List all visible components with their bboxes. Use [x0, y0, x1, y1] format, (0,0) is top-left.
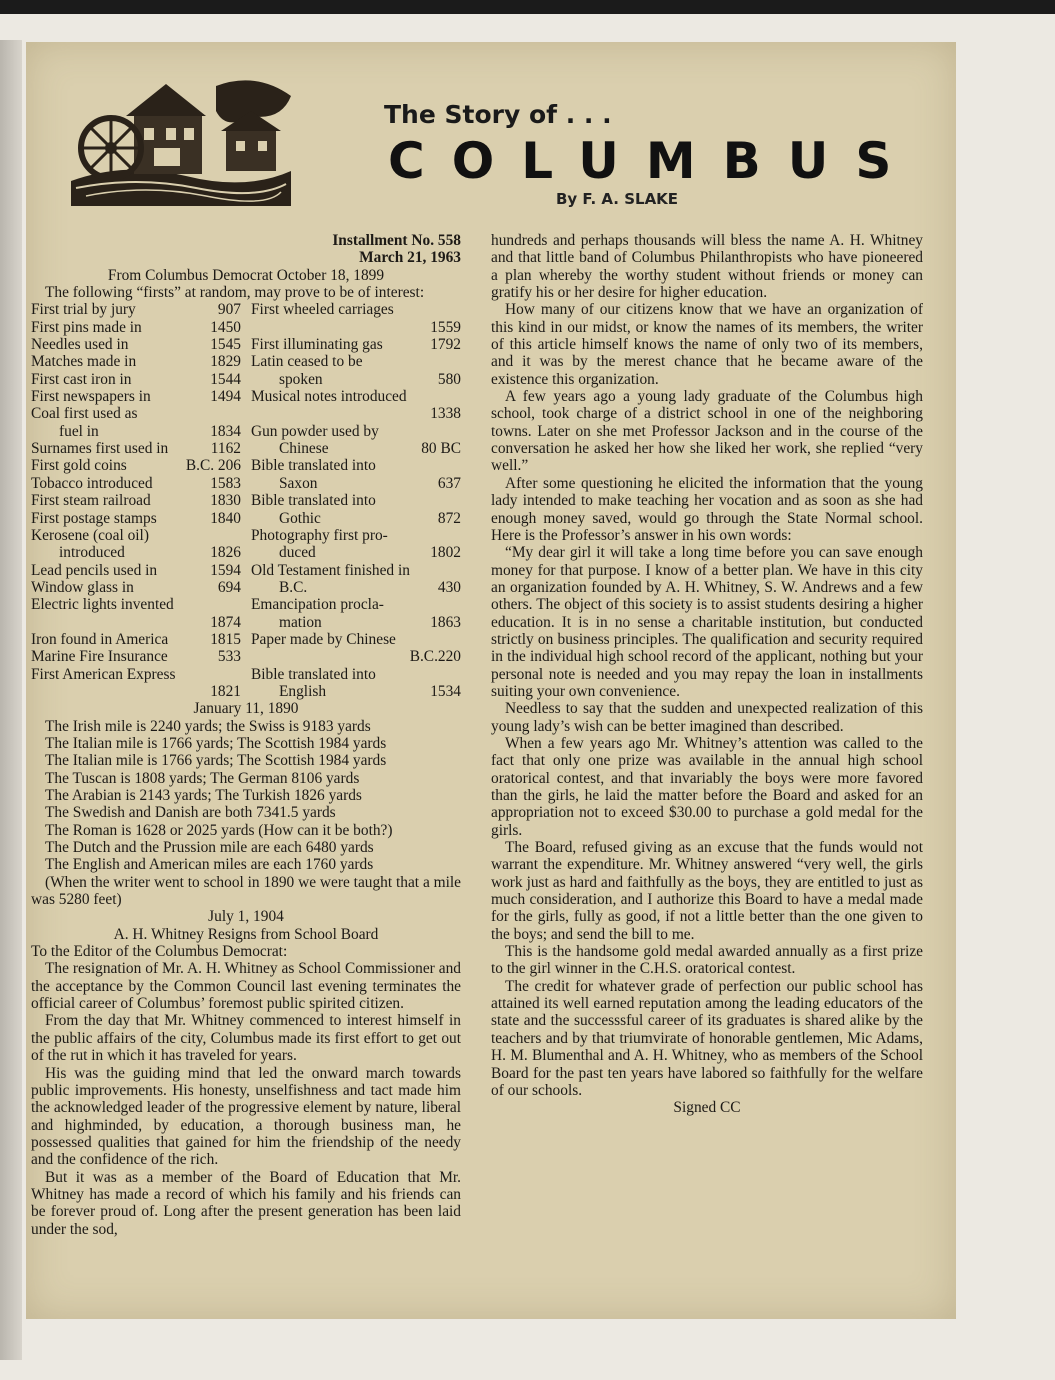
paragraph: When a few years ago Mr. Whitney’s attention was called to the fact that only one prize was available in the annual high school oratorical contest, and that invariably the boys were more favored than the girls, he laid the matter before the Board and asked for an appropriation not to exceed $30.00 to purchase a gold medal for the girls. [491, 734, 923, 839]
paragraph: “My dear girl it will take a long time before you can save enough money for that purpose. I know of a better plan. We have in this city an organization founded by A. H. Whitney, S. W. Andrews and a few others. The object of this society is to assist students desiring a higher education. It is in no sense a charitable institution, but conducted strictly on business principles. The qualification and security required in the individual high school record of the applicant, nothing but your personal note is needed and you may repay the loan in installments suiting your own convenience. [491, 544, 923, 700]
firsts-label: Bible translated into [251, 457, 376, 475]
firsts-row [251, 527, 461, 544]
firsts-label: First illuminating gas [251, 336, 383, 354]
firsts-label: Bible translated into [251, 492, 376, 510]
firsts-value: 1829 [210, 353, 241, 371]
firsts-row [31, 596, 241, 613]
firsts-value: 1559 [430, 318, 461, 336]
firsts-value: 1874 [210, 613, 241, 631]
source-line: From Columbus Democrat October 18, 1899 [107, 266, 385, 284]
newspaper-clipping [26, 42, 956, 1319]
mile-line: The Italian mile is 1766 yards; The Scottish 1984 yards [45, 734, 387, 752]
firsts-label: introduced [59, 544, 125, 562]
firsts-row [251, 614, 461, 631]
firsts-value: 1594 [210, 561, 241, 579]
firsts-list [31, 301, 461, 700]
firsts-label: Surnames first used in [31, 440, 169, 458]
firsts-value: 1545 [210, 336, 241, 354]
firsts-label: Photography first pro- [251, 526, 388, 544]
firsts-row [251, 579, 461, 596]
firsts-label: First pins made in [31, 318, 142, 336]
firsts-label: Saxon [279, 474, 318, 492]
firsts-label: First wheeled carriages [251, 301, 394, 319]
firsts-value: 872 [437, 509, 461, 527]
firsts-label: fuel in [59, 422, 99, 440]
firsts-label: Bible translated into [251, 665, 376, 683]
firsts-row [31, 579, 241, 596]
firsts-label: Matches made in [31, 353, 137, 371]
firsts-label: B.C. [279, 578, 308, 596]
firsts-label: spoken [279, 370, 323, 388]
firsts-row [251, 336, 461, 353]
firsts-label: Chinese [279, 440, 329, 458]
firsts-label: Coal first used as [31, 405, 138, 423]
installment-number: Installment No. 558 [332, 232, 461, 249]
firsts-column-a [31, 301, 241, 700]
miles-list [31, 718, 461, 909]
firsts-row [31, 492, 241, 509]
mile-line: The Dutch and the Prussion mile are each 6480 yards [45, 839, 374, 857]
firsts-value: B.C.220 [409, 648, 461, 666]
firsts-label: Iron found in America [31, 630, 169, 648]
paragraph: Needless to say that the sudden and unexpected realization of this young lady’s wish can be better imagined than described. [491, 700, 923, 735]
firsts-label: Lead pencils used in [31, 561, 158, 579]
firsts-value: 533 [217, 648, 241, 666]
firsts-value: 1583 [210, 474, 241, 492]
firsts-row [251, 301, 461, 318]
firsts-label: First American Express [31, 665, 176, 683]
firsts-row [31, 423, 241, 440]
firsts-label: Electric lights invented [31, 596, 174, 614]
installment-date: March 21, 1963 [359, 249, 461, 267]
firsts-row [251, 423, 461, 440]
firsts-value: 430 [437, 578, 461, 596]
firsts-row [31, 648, 241, 665]
firsts-row [251, 353, 461, 370]
firsts-value: 1494 [210, 388, 241, 406]
firsts-column-b [241, 301, 461, 700]
firsts-label: English [279, 682, 327, 700]
firsts-value: 80 BC [421, 440, 461, 458]
firsts-label: Gothic [279, 509, 321, 527]
firsts-row [251, 510, 461, 527]
firsts-row [31, 457, 241, 474]
firsts-value: 1815 [210, 630, 241, 648]
firsts-row [251, 319, 461, 336]
firsts-value: 637 [437, 474, 461, 492]
firsts-row [31, 666, 241, 683]
firsts-row [251, 562, 461, 579]
firsts-row [251, 648, 461, 665]
mile-line: (When the writer went to school in 1890 we were taught that a mile was 5280 feet) [31, 873, 461, 909]
firsts-intro: The following “firsts” at random, may prove to be of interest: [45, 284, 425, 302]
title-main: COLUMBUS [388, 132, 919, 190]
firsts-row [31, 353, 241, 370]
firsts-value: 1826 [210, 544, 241, 562]
firsts-value: 1802 [430, 544, 461, 562]
firsts-row [31, 319, 241, 336]
paragraph: After some questioning he elicited the information that the young lady intended to make teaching her vocation and as soon as she had enough money saved, would go through the State Normal school. Here is the Professor’s answer in his own words: [491, 474, 923, 544]
right-paragraphs [491, 232, 923, 1099]
firsts-row [251, 388, 461, 405]
firsts-label: First cast iron in [31, 370, 132, 388]
firsts-value: 1863 [430, 613, 461, 631]
firsts-row [31, 544, 241, 561]
mile-line: The Irish mile is 2240 yards; the Swiss is 9183 yards [45, 717, 371, 735]
firsts-value: 1792 [430, 336, 461, 354]
title-small: The Story of . . . [384, 100, 612, 129]
mile-line: The Swedish and Danish are both 7341.5 yards [45, 804, 336, 822]
firsts-label: First steam railroad [31, 492, 151, 510]
firsts-row [31, 336, 241, 353]
paragraph: How many of our citizens know that we have an organization of this kind in our midst, or know the names of its members, the writer of this article himself knows the name of only two of its members, and it was by the merest chance that he became aware of the existence this organization. [491, 301, 923, 388]
firsts-value: 1834 [210, 422, 241, 440]
firsts-value: 1534 [430, 682, 461, 700]
firsts-row [251, 666, 461, 683]
firsts-row [251, 544, 461, 561]
binding-edge [0, 40, 22, 1360]
byline: By F. A. SLAKE [556, 190, 679, 208]
firsts-row [31, 562, 241, 579]
firsts-label: mation [279, 613, 322, 631]
firsts-value: 1830 [210, 492, 241, 510]
firsts-row [251, 631, 461, 648]
paragraph: The Board, refused giving as an excuse that the funds would not warrant the expenditure. Mr. Whitney answered “very well, the girls work just as hard and faithfully as the boys, they are entitled to just as much consideration, and I authorize this Board to have a medal made for the girls, fully as good, if not a little better than the one given to the boys; and send the bill to me. [491, 839, 923, 943]
date-1904: July 1, 1904 [208, 908, 284, 926]
firsts-label: First gold coins [31, 457, 127, 475]
mile-line: The Tuscan is 1808 yards; The German 8106 yards [45, 769, 360, 787]
firsts-row [31, 510, 241, 527]
firsts-row [31, 527, 241, 544]
firsts-row [31, 301, 241, 318]
firsts-row [31, 405, 241, 422]
firsts-label: Gun powder used by [251, 422, 379, 440]
firsts-label: Window glass in [31, 578, 134, 596]
left-paragraphs [31, 960, 461, 1238]
firsts-value: 1162 [210, 440, 241, 458]
firsts-row [251, 440, 461, 457]
firsts-label: Emancipation procla- [251, 596, 384, 614]
paragraph: But it was as a member of the Board of Education that Mr. Whitney has made a record of which his family and his friends can be forever proud of. Long after the present generation has been laid under the sod, [31, 1168, 461, 1238]
firsts-value: 1544 [210, 370, 241, 388]
firsts-row [251, 475, 461, 492]
firsts-row [31, 631, 241, 648]
paragraph: His was the guiding mind that led the onward march towards public improvements. His honesty, unselfishness and tact made him the acknowledged leader of the progressive element by nature, liberal and highminded, by education, a thorough business man, he possessed qualities that gained for him the friendship of the needy and the confidence of the rich. [31, 1064, 461, 1169]
signature: Signed CC [673, 1099, 741, 1117]
mile-line: The Arabian is 2143 yards; The Turkish 1826 yards [45, 787, 362, 804]
firsts-value: 1840 [210, 509, 241, 527]
mile-line: The Italian mile is 1766 yards; The Scottish 1984 yards [45, 752, 387, 770]
firsts-label: Paper made by Chinese [251, 630, 396, 648]
date-1890: January 11, 1890 [193, 700, 299, 718]
firsts-value: 907 [217, 301, 241, 319]
paragraph: From the day that Mr. Whitney commenced to interest himself in the public affairs of the city, Columbus made its first effort to get out of the rut in which it has traveled for years. [31, 1012, 461, 1065]
firsts-value: 1338 [430, 405, 461, 423]
firsts-row [31, 371, 241, 388]
paragraph: The resignation of Mr. A. H. Whitney as School Commissioner and the acceptance by the Common Council last evening terminates the official career of Columbus’ foremost public spirited citizen. [31, 960, 461, 1013]
right-column [491, 232, 923, 1117]
mile-line: The English and American miles are each 1760 yards [45, 856, 374, 874]
paragraph: A few years ago a young lady graduate of the Columbus high school, took charge of a district school in one of the neighboring towns. Later on she met Professor Jackson and in the course of the conversation he asked her how she liked her work, she replied “very well.” [491, 388, 923, 475]
paragraph: hundreds and perhaps thousands will bless the name A. H. Whitney and that little band of Columbus Philanthropists who have pioneered a plan whereby the worthy student without friends or money can gratify his or her desire for higher education. [491, 232, 923, 302]
firsts-row [251, 405, 461, 422]
firsts-label: Needles used in [31, 336, 129, 354]
firsts-label: Latin ceased to be [251, 353, 363, 371]
firsts-row [251, 492, 461, 509]
firsts-row [31, 683, 241, 700]
salutation: To the Editor of the Columbus Democrat: [31, 943, 288, 961]
firsts-label: Tobacco introduced [31, 474, 153, 492]
firsts-row [31, 475, 241, 492]
firsts-row [31, 614, 241, 631]
firsts-value: 580 [437, 370, 461, 388]
firsts-row [251, 683, 461, 700]
firsts-row [251, 596, 461, 613]
firsts-label: First newspapers in [31, 388, 151, 406]
left-column [31, 232, 461, 1238]
paragraph: The credit for whatever grade of perfection our public school has attained its well earned reputation among the leading educators of the state and the successsful career of its graduates is shared alike by the teachers and by that triumvirate of honorable gentlemen, Mic Adams, H. M. Blumenthal and A. H. Whitney, who as members of the School Board for the past ten years have labored so faithfully for the welfare of our schools. [491, 977, 923, 1099]
firsts-value: 1450 [210, 318, 241, 336]
firsts-label: First trial by jury [31, 301, 136, 319]
firsts-label: duced [279, 544, 316, 562]
paragraph: This is the handsome gold medal awarded annually as a first prize to the girl winner in the C.H.S. oratorical contest. [491, 943, 923, 978]
firsts-label: First postage stamps [31, 509, 157, 527]
firsts-row [31, 440, 241, 457]
firsts-row [31, 388, 241, 405]
firsts-label: Marine Fire Insurance [31, 648, 168, 666]
firsts-row [251, 457, 461, 474]
firsts-value: 1821 [210, 682, 241, 700]
mile-line: The Roman is 1628 or 2025 yards (How can it be both?) [45, 821, 393, 839]
firsts-label: Musical notes introduced [251, 388, 407, 406]
firsts-label: Kerosene (coal oil) [31, 526, 149, 544]
mill-woodcut-image [66, 76, 296, 206]
firsts-label: Old Testament finished in [251, 561, 410, 579]
firsts-row [251, 371, 461, 388]
firsts-value: 694 [217, 578, 241, 596]
firsts-value: B.C. 206 [185, 457, 241, 475]
section-heading: A. H. Whitney Resigns from School Board [113, 925, 379, 943]
